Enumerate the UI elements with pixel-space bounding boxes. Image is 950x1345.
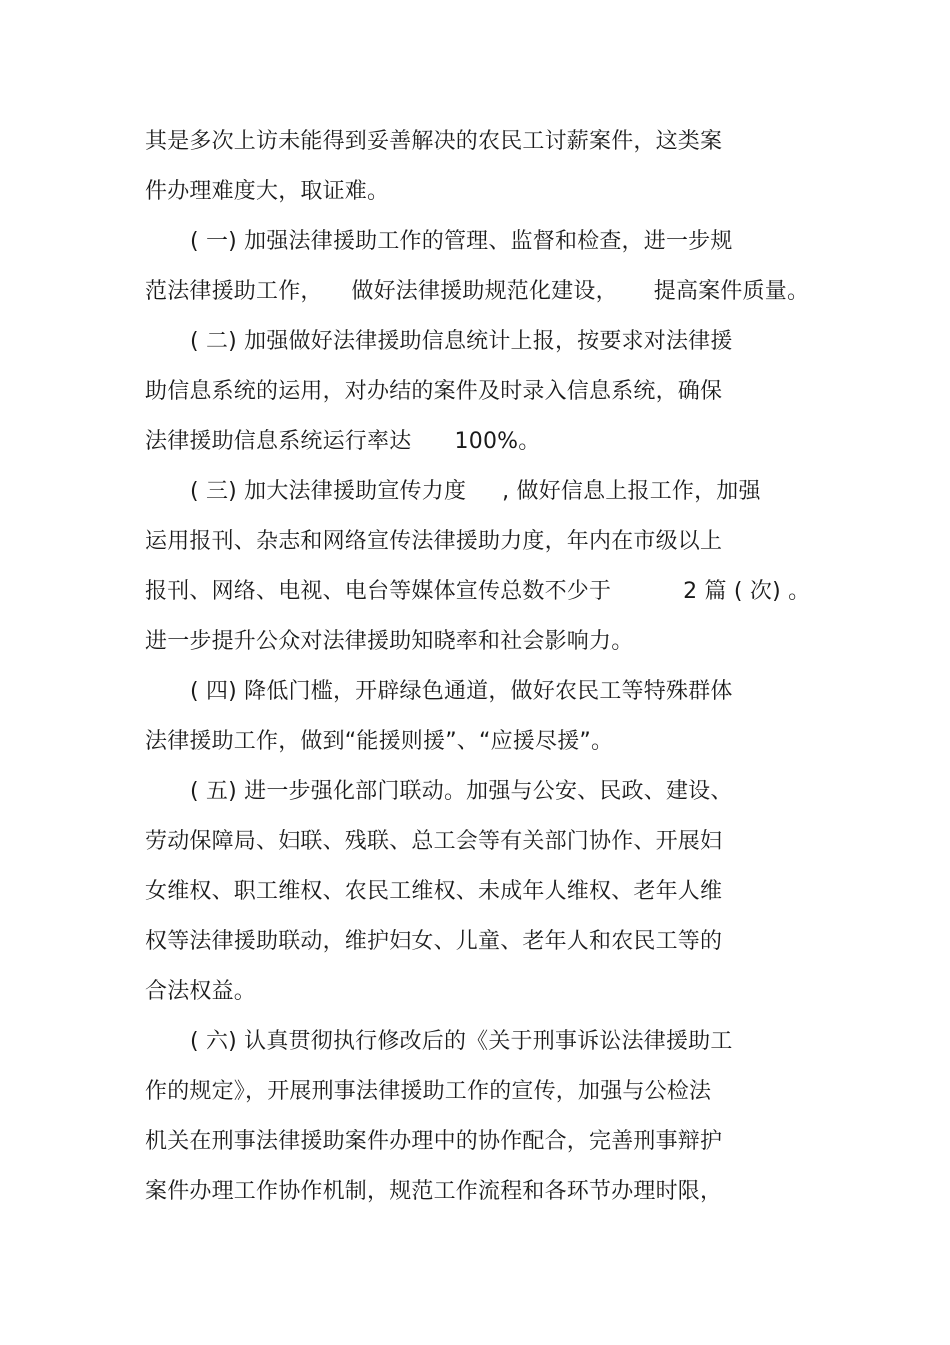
- text-line: 助信息系统的运用，对办结的案件及时录入信息系统，确保: [145, 379, 723, 404]
- text-line: 范法律援助工作， 做好法律援助规范化建设， 提高案件质量。: [145, 279, 810, 304]
- text-line: 作的规定》，开展刑事法律援助工作的宣传，加强与公检法: [145, 1079, 712, 1104]
- paragraph-heading-5: ( 五) 进一步强化部门联动。加强与公安、民政、建设、: [190, 779, 733, 804]
- text-line: 法律援助工作，做到“能援则援”、“应援尽援”。: [145, 729, 614, 754]
- text-line: 法律援助信息系统运行率达 100%。: [145, 429, 541, 454]
- text-line: 案件办理工作协作机制，规范工作流程和各环节办理时限，: [145, 1179, 723, 1204]
- text-line: 合法权益。: [145, 979, 257, 1004]
- text-line: 运用报刊、杂志和网络宣传法律援助力度，年内在市级以上: [145, 529, 723, 554]
- text-line: 其是多次上访未能得到妥善解决的农民工讨薪案件，这类案: [145, 129, 723, 154]
- text-line: 女维权、职工维权、农民工维权、未成年人维权、老年人维: [145, 879, 723, 904]
- paragraph-heading-4: ( 四) 降低门槛，开辟绿色通道，做好农民工等特殊群体: [190, 679, 733, 704]
- paragraph-heading-2: ( 二) 加强做好法律援助信息统计上报，按要求对法律援: [190, 329, 733, 354]
- paragraph-heading-3: ( 三) 加大法律援助宣传力度 , 做好信息上报工作，加强: [190, 479, 761, 504]
- paragraph-heading-1: ( 一) 加强法律援助工作的管理、监督和检查，进一步规: [190, 229, 733, 254]
- text-line: 报刊、网络、电视、电台等媒体宣传总数不少于 2 篇 ( 次) 。: [145, 579, 811, 604]
- text-line: 进一步提升公众对法律援助知晓率和社会影响力。: [145, 629, 634, 654]
- paragraph-heading-6: ( 六) 认真贯彻执行修改后的《关于刑事诉讼法律援助工: [190, 1029, 733, 1054]
- text-line: 权等法律援助联动，维护妇女、儿童、老年人和农民工等的: [145, 929, 723, 954]
- text-line: 件办理难度大，取证难。: [145, 179, 390, 204]
- text-line: 劳动保障局、妇联、残联、总工会等有关部门协作、开展妇: [145, 829, 723, 854]
- text-line: 机关在刑事法律援助案件办理中的协作配合，完善刑事辩护: [145, 1129, 723, 1154]
